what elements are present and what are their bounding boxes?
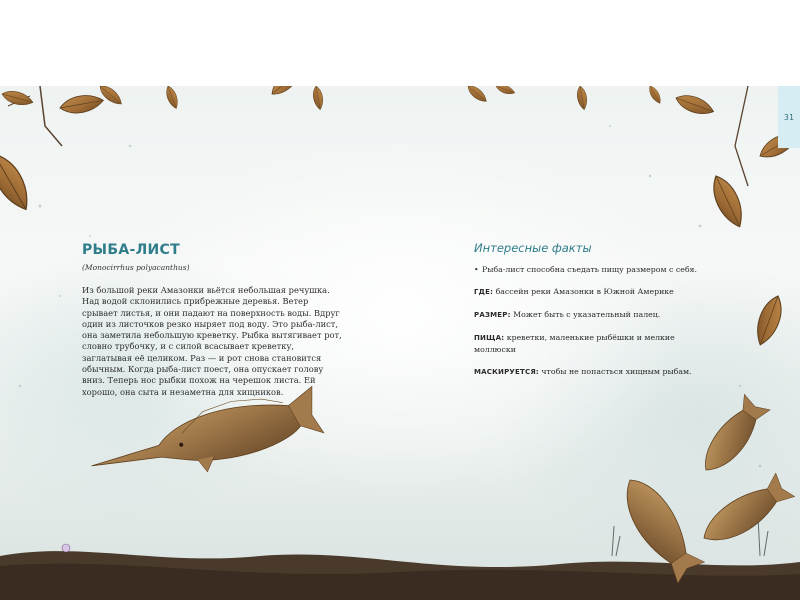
fact-text: креветки, маленькие рыбёшки и мелкие моллюски xyxy=(474,333,675,354)
article-left-column xyxy=(82,242,344,398)
fact-label: ПИЩА: xyxy=(474,334,505,342)
book-spread xyxy=(0,86,800,600)
fact-text: Может быть с указательный палец. xyxy=(513,310,661,319)
fact-label: ГДЕ: xyxy=(474,288,494,296)
fact-label: МАСКИРУЕТСЯ: xyxy=(474,368,539,376)
leaf-fish-right-top xyxy=(696,393,770,481)
page-number: 31 xyxy=(778,86,800,148)
bullet-icon: • xyxy=(474,265,479,274)
facts-title: Интересные факты xyxy=(474,241,592,255)
fact-camouflage xyxy=(474,366,714,378)
fact-label: РАЗМЕР: xyxy=(474,311,511,319)
shrimp xyxy=(62,544,70,552)
leaf-cluster-top-left xyxy=(0,86,325,215)
fact-bullet-text: Рыба-лист способна съедать пищу размером с себя. xyxy=(482,265,697,274)
fact-text: бассейн реки Амазонки в Южной Америке xyxy=(495,287,674,296)
fact-food xyxy=(474,332,714,355)
fact-bullet-item xyxy=(474,264,714,275)
fact-size xyxy=(474,309,714,321)
article-paragraph: Из большой реки Амазонки вьётся небольшая речушка. Над водой склонились прибрежные деревья. Ветер срывает листья, и они падают на поверхность воды. Вдруг один из листочков резко ныряет под воду. Это рыба-лист, она заметила небольшую креветку. Рыбка вытягивает рот, словно трубочку, и с силой всасывает креветку, заглатывая её целиком. Раз — и рот снова становится обычным. Когда рыба-лист поест, она опускает голову вниз. Теперь нос рыбки похож на черешок листа. Ей хорошо, она сыта и незаметна для хищников. xyxy=(82,285,342,397)
article-title: РЫБА-ЛИСТ xyxy=(82,242,180,258)
fact-text: чтобы не попасться хищным рыбам. xyxy=(541,367,692,376)
leaf-fish-left xyxy=(85,384,327,495)
fact-where xyxy=(474,286,714,298)
leaf-fish-right-middle xyxy=(696,471,795,554)
facts-column xyxy=(474,243,714,378)
latin-name: (Monocirrhus polyacanthus) xyxy=(82,263,190,272)
